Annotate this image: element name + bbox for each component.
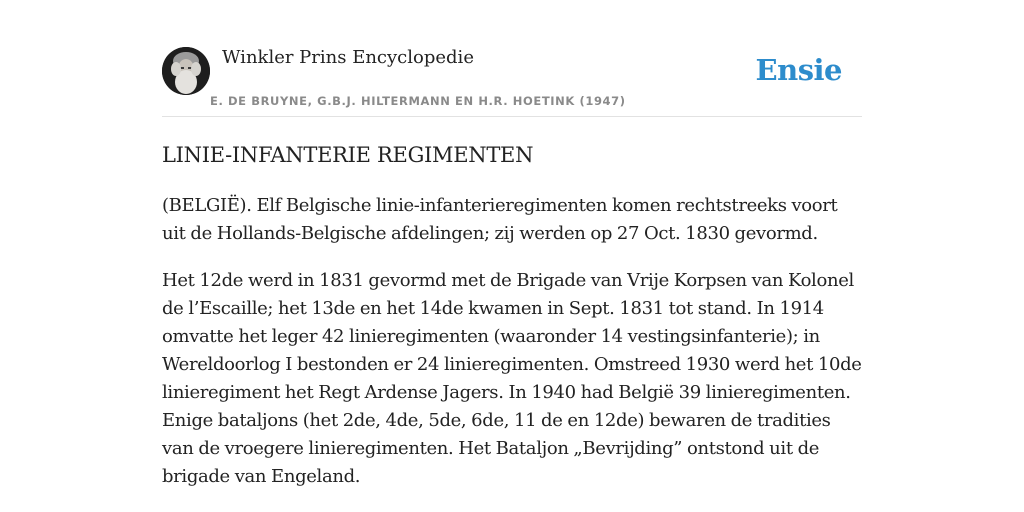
article-paragraph: Het 12de werd in 1831 gevormd met de Brigade van Vrije Korpsen van Kolonel de l’Escaille; het 13de en het 14de kwamen in Sept. 1831 tot stand. In 1914 omvatte het leger 42 linieregimenten (waaronder 14 vestingsinfanterie); in Wereldoorlog I bestonden er 24 linieregimenten. Omstreed 1930 werd het 10de linieregiment het Regt Ardense Jagers. In 1940 had België 39 linieregimenten. Enige bataljons (het 2de, 4de, 5de, 6de, 11 de en 12de) bewaren de tradities van de vroegere linieregimenten. Het Bataljon „Bevrijding” ontstond uit de brigade van Engeland. [162,270,862,487]
article [162,140,862,491]
article-paragraph: (BELGIË). Elf Belgische linie-infanterieregimenten komen rechtstreeks voort uit de Hollands-Belgische afdelingen; zij werden op 27 Oct. 1830 gevormd. [162,195,838,244]
article-title: LINIE-INFANTERIE REGIMENTEN [162,143,534,167]
avatar[interactable] [162,47,210,95]
portrait-image [162,47,210,95]
ensie-logo-link[interactable]: Ensie [755,53,842,87]
encyclopedia-title[interactable]: Winkler Prins Encyclopedie [222,47,474,68]
page-header [162,46,862,117]
authors-line: E. DE BRUYNE, G.B.J. HILTERMANN EN H.R. HOETINK (1947) [210,94,626,108]
